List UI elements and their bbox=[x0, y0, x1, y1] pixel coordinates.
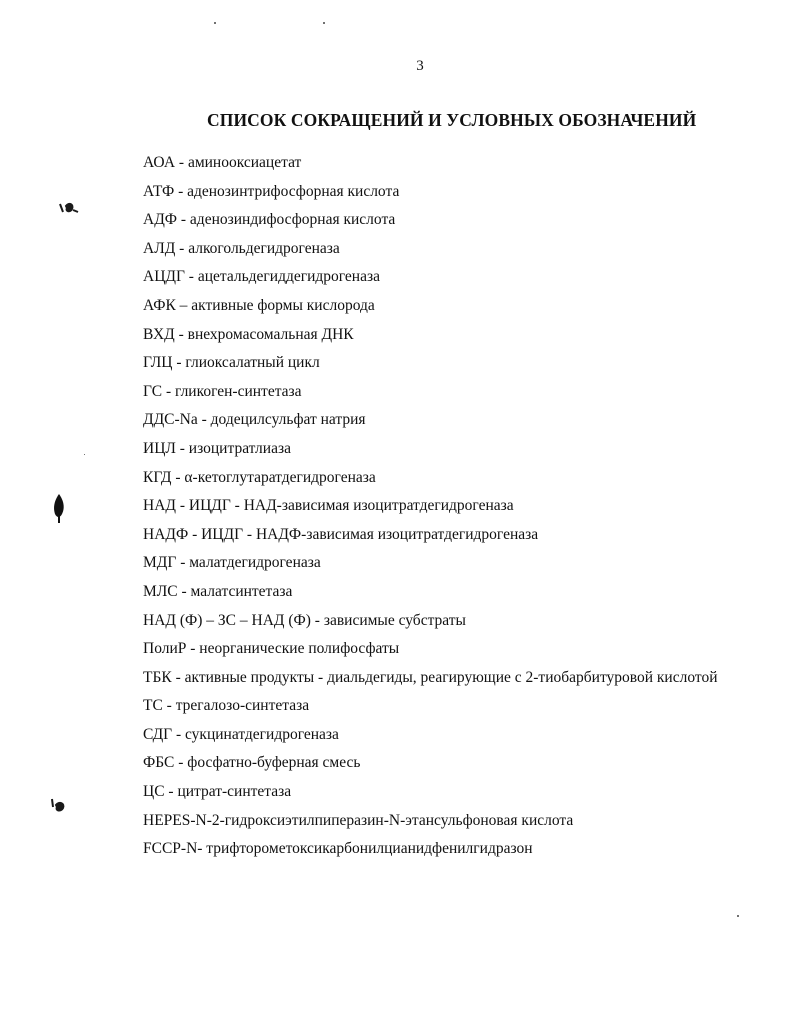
list-item: МДГ - малатдегидрогеназа bbox=[143, 554, 321, 572]
list-item: ТБК - активные продукты - диальдегиды, реагирующие с 2-тиобарбитуровой кислотой bbox=[143, 668, 718, 686]
list-item: FCCP-N- трифторометоксикарбонилцианидфенилгидразон bbox=[143, 840, 533, 858]
list-item: ПолиР - неорганические полифосфаты bbox=[143, 640, 400, 658]
scan-mark-middle bbox=[50, 492, 68, 526]
list-item: НАД (Ф) – ЗС – НАД (Ф) - зависимые субстраты bbox=[143, 611, 466, 629]
list-item: ЦС - цитрат-синтетаза bbox=[143, 783, 292, 801]
scan-speck bbox=[737, 915, 739, 917]
scan-speck bbox=[214, 22, 216, 24]
list-item: АЦДГ - ацетальдегиддегидрогеназа bbox=[143, 268, 380, 286]
list-item: ДДС-Na - додецилсульфат натрия bbox=[143, 411, 366, 429]
list-item: НАДФ - ИЦДГ - НАДФ-зависимая изоцитратдегидрогеназа bbox=[143, 525, 539, 543]
list-item: МЛС - малатсинтетаза bbox=[143, 582, 293, 600]
list-item: АТФ - аденозинтрифосфорная кислота bbox=[143, 182, 400, 200]
list-item: АДФ - аденозиндифосфорная кислота bbox=[143, 211, 396, 229]
abbreviation-list bbox=[143, 149, 723, 864]
list-item: НАД - ИЦДГ - НАД-зависимая изоцитратдегидрогеназа bbox=[143, 497, 514, 515]
list-item: ГС - гликоген-синтетаза bbox=[143, 382, 302, 400]
scan-speck bbox=[84, 454, 85, 455]
scan-mark-top bbox=[58, 200, 80, 216]
list-item: АФК – активные формы кислорода bbox=[143, 296, 375, 314]
page-number: 3 bbox=[416, 58, 424, 74]
list-item: ТС - трегалозо-синтетаза bbox=[143, 697, 310, 715]
list-item: ГЛЦ - глиоксалатный цикл bbox=[143, 354, 320, 372]
list-item: АЛД - алкогольдегидрогеназа bbox=[143, 239, 340, 257]
list-item: АОА - аминооксиацетат bbox=[143, 154, 302, 171]
list-item: ФБС - фосфатно-буферная смесь bbox=[143, 754, 361, 772]
scan-speck bbox=[323, 22, 325, 24]
list-item: ИЦЛ - изоцитратлиаза bbox=[143, 439, 291, 457]
scan-mark-bottom bbox=[49, 797, 69, 815]
list-item: КГД - α-кетоглутаратдегидрогеназа bbox=[143, 468, 376, 486]
list-item: ВХД - внехромасомальная ДНК bbox=[143, 325, 354, 343]
list-item: СДГ - сукцинатдегидрогеназа bbox=[143, 725, 339, 743]
list-item: HEPES-N-2-гидроксиэтилпиперазин-N-этансульфоновая кислота bbox=[143, 811, 574, 829]
page-title: СПИСОК СОКРАЩЕНИЙ И УСЛОВНЫХ ОБОЗНАЧЕНИЙ bbox=[207, 110, 697, 130]
